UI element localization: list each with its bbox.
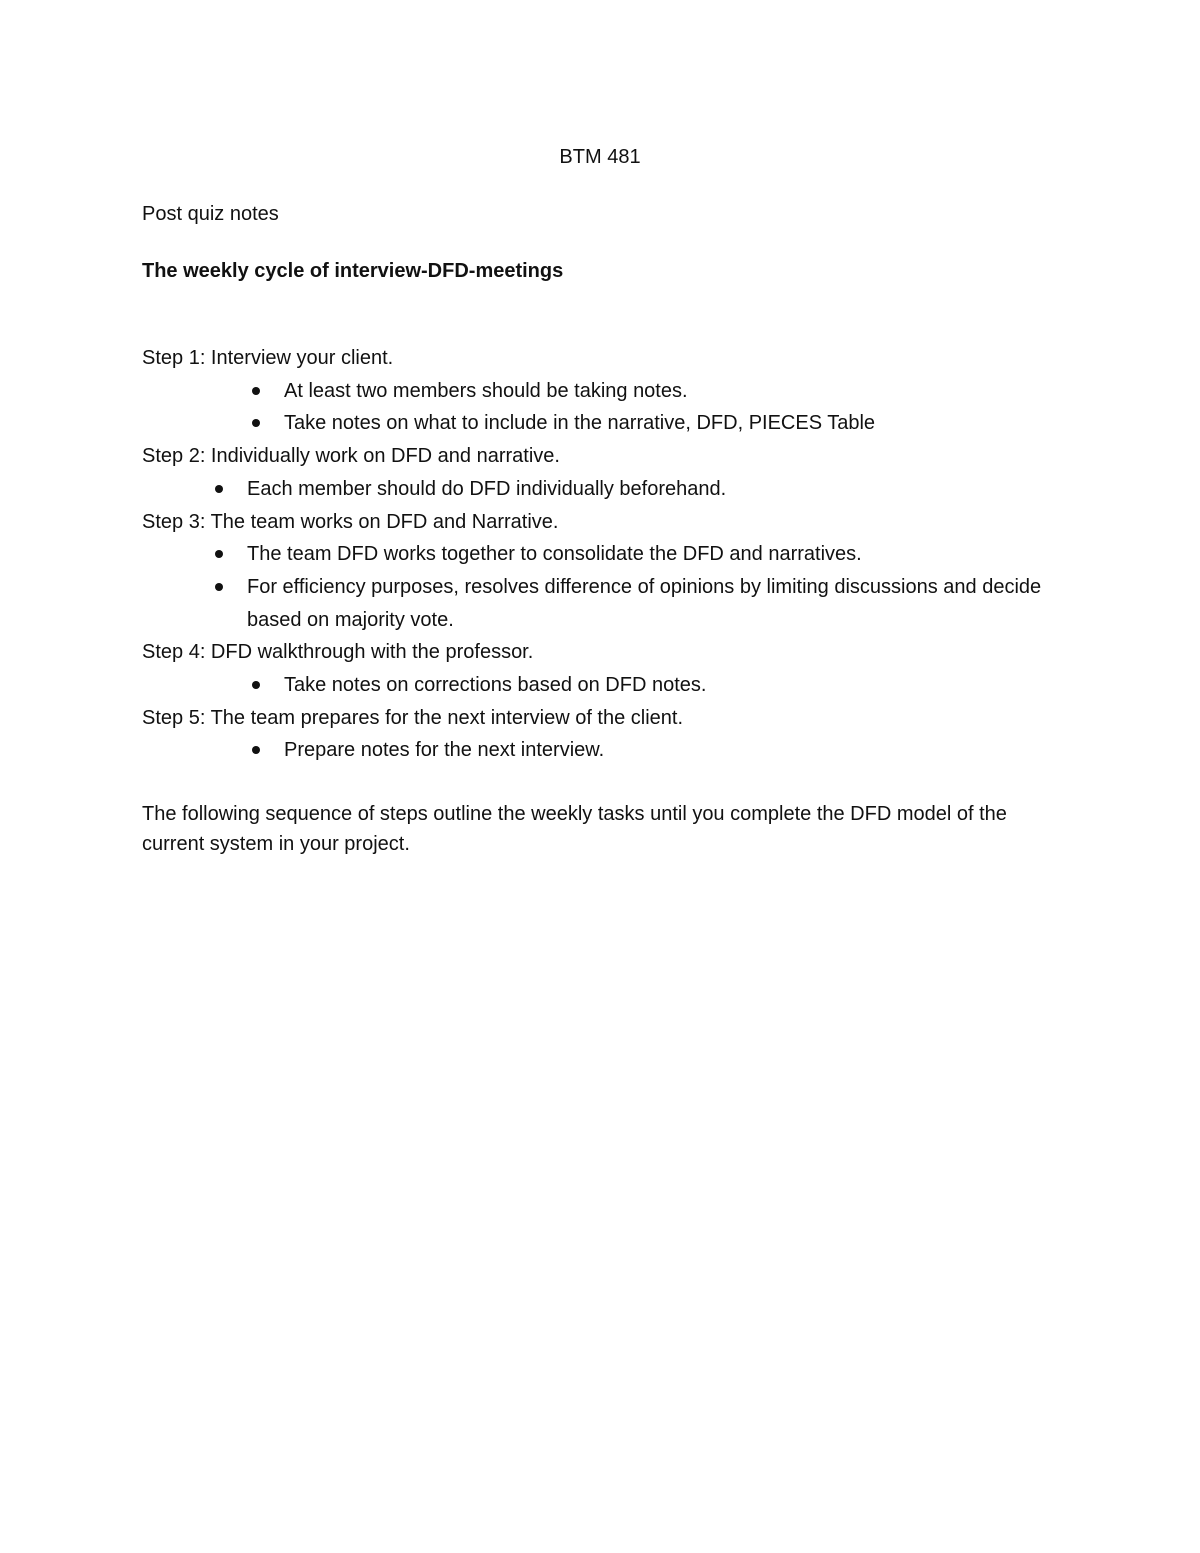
step-2-label: Step 2: Individually work on DFD and narrative. [142,445,560,468]
document-subtitle: Post quiz notes [142,203,279,225]
section-heading: The weekly cycle of interview-DFD-meetings [142,260,564,282]
bullet-text: Take notes on what to include in the narrative, DFD, PIECES Table [284,412,876,435]
step-3-bullets [142,538,1042,636]
list-item [142,375,1042,408]
step-5-label: Step 5: The team prepares for the next interview of the client. [142,706,684,729]
step-1-label: Step 1: Interview your client. [142,347,394,369]
steps-list [142,342,1042,767]
bullet-icon [215,485,223,493]
bullet-icon [252,746,260,754]
step-4-label: Step 4: DFD walkthrough with the professor. [142,641,534,664]
step-1-bullets [142,375,1042,440]
list-item [142,407,1042,440]
bullet-text: Each member should do DFD individually beforehand. [247,477,727,500]
step-2-bullets [142,473,1042,506]
step-4-bullets [142,669,1042,702]
bullet-text: At least two members should be taking notes. [284,379,688,402]
step-3-label: Step 3: The team works on DFD and Narrative. [142,510,559,533]
step-5-bullets [142,734,1042,767]
list-item [142,571,1042,636]
bullet-text: The team DFD works together to consolidate the DFD and narratives. [247,543,862,566]
bullet-icon [252,681,260,689]
bullet-text: For efficiency purposes, resolves difference of opinions by limiting discussions and decide based on majority vote. [247,575,1042,631]
bullet-icon [252,387,260,395]
list-item [142,669,1042,702]
bullet-icon [252,419,260,427]
closing-paragraph: The following sequence of steps outline the weekly tasks until you complete the DFD model of the current system in your project. [142,803,1007,855]
list-item [142,734,1042,767]
bullet-text: Prepare notes for the next interview. [284,739,605,762]
list-item [142,538,1042,571]
list-item [142,473,1042,506]
bullet-text: Take notes on corrections based on DFD notes. [284,674,707,697]
bullet-icon [215,550,223,558]
bullet-icon [215,583,223,591]
document-title: BTM 481 [559,146,641,168]
